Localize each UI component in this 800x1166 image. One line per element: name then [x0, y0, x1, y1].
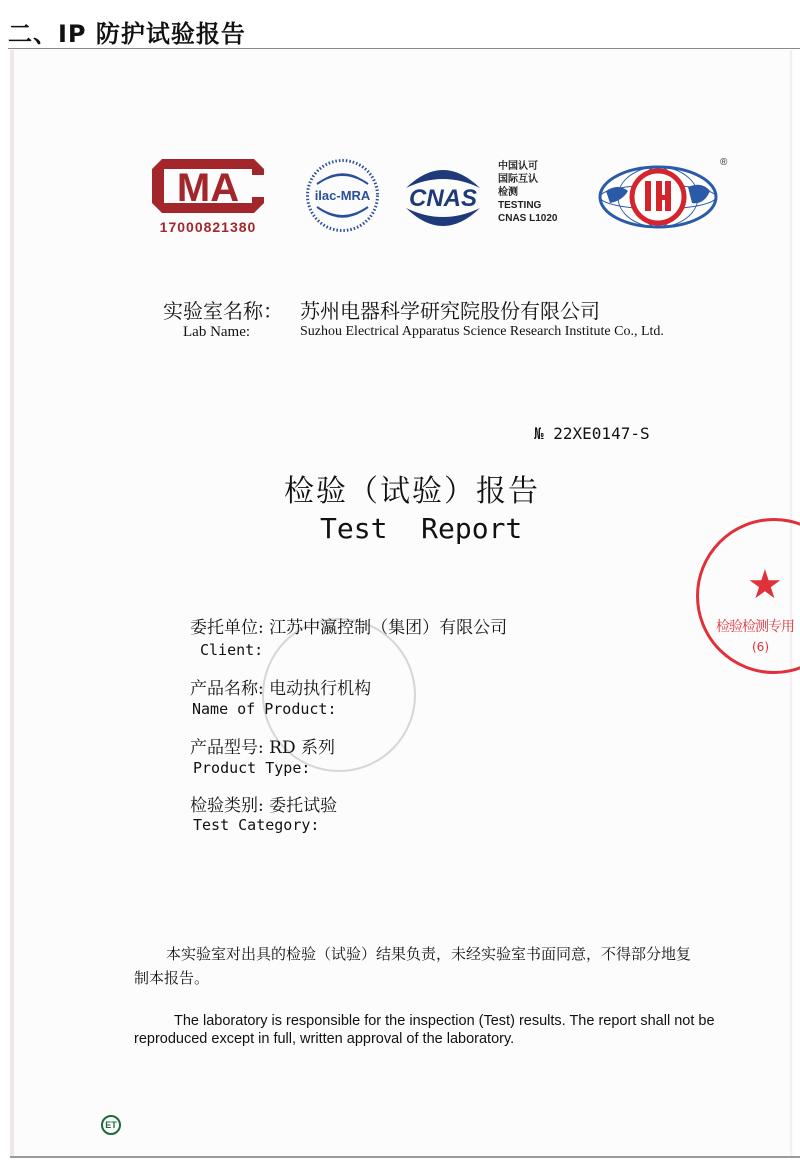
- product-type-value: RD 系列: [269, 738, 335, 758]
- cnas-logo: [398, 160, 488, 235]
- cnas-caption-line: 中国认可: [498, 161, 538, 172]
- report-title-cn: 检验（试验）报告: [284, 474, 540, 509]
- title-divider: [8, 48, 800, 49]
- test-category-value: 委托试验: [269, 796, 338, 816]
- page-bottom-edge: [10, 1156, 800, 1158]
- lab-name-label-en: Lab Name:: [183, 324, 251, 340]
- section-title: 二、IP 防护试验报告: [8, 20, 246, 48]
- product-name-field: [190, 674, 371, 699]
- cqc-globe-icon: [598, 155, 728, 235]
- cnas-caption: [498, 160, 557, 225]
- cnas-caption-line: CNAS L1020: [498, 213, 558, 224]
- svg-text:MA: MA: [176, 166, 240, 210]
- product-name-value: 电动执行机构: [269, 679, 372, 699]
- ilac-mra-logo: [305, 158, 380, 233]
- cqc-logo: [598, 155, 728, 235]
- report-title-en: Test Report: [320, 512, 523, 545]
- product-type-label-cn: 产品型号:: [190, 738, 264, 758]
- ilac-emblem-icon: [305, 158, 380, 233]
- client-label-en: Client:: [200, 641, 264, 659]
- svg-text:ilac-MRA: ilac-MRA: [314, 188, 371, 203]
- report-number: № 22XE0147-S: [534, 424, 650, 443]
- notice-en: The laboratory is responsible for the inspection (Test) results. The report shall not be reproduced except in full, written approval of the laboratory.: [134, 1013, 715, 1047]
- et-mark-icon: ET: [101, 1115, 121, 1135]
- cnas-emblem-icon: [398, 160, 488, 235]
- product-name-label-en: Name of Product:: [192, 700, 337, 718]
- product-type-field: [190, 733, 335, 758]
- red-seal-text: 检验检测专用: [716, 619, 794, 635]
- lab-name-en: Suzhou Electrical Apparatus Science Research Institute Co., Ltd.: [300, 324, 664, 339]
- cma-logo: [148, 155, 268, 237]
- cma-emblem-icon: [148, 155, 268, 217]
- test-category-label-en: Test Category:: [193, 816, 320, 834]
- red-seal-number: (6): [752, 640, 769, 654]
- cnas-caption-line: 检测: [498, 187, 518, 198]
- star-icon: ★: [747, 562, 783, 608]
- client-field: [190, 613, 507, 638]
- cnas-caption-line: 国际互认: [498, 174, 538, 185]
- test-category-label-cn: 检验类别:: [190, 796, 264, 816]
- registered-mark: ®: [720, 157, 728, 168]
- cnas-caption-line: TESTING: [498, 200, 542, 211]
- product-type-label-en: Product Type:: [193, 759, 311, 777]
- svg-text:CNAS: CNAS: [408, 185, 478, 212]
- client-label-cn: 委托单位:: [190, 618, 264, 638]
- cma-number: 17000821380: [159, 219, 257, 235]
- lab-name-label-cn: 实验室名称：: [163, 299, 283, 323]
- product-name-label-cn: 产品名称:: [190, 679, 264, 699]
- test-category-field: [190, 791, 337, 816]
- client-value: 江苏中瀛控制（集团）有限公司: [269, 618, 508, 638]
- notice-cn: 本实验室对出具的检验（试验）结果负责，未经实验室书面同意，不得部分地复制本报告。: [134, 945, 692, 987]
- lab-name-cn: 苏州电器科学研究院股份有限公司: [300, 299, 600, 323]
